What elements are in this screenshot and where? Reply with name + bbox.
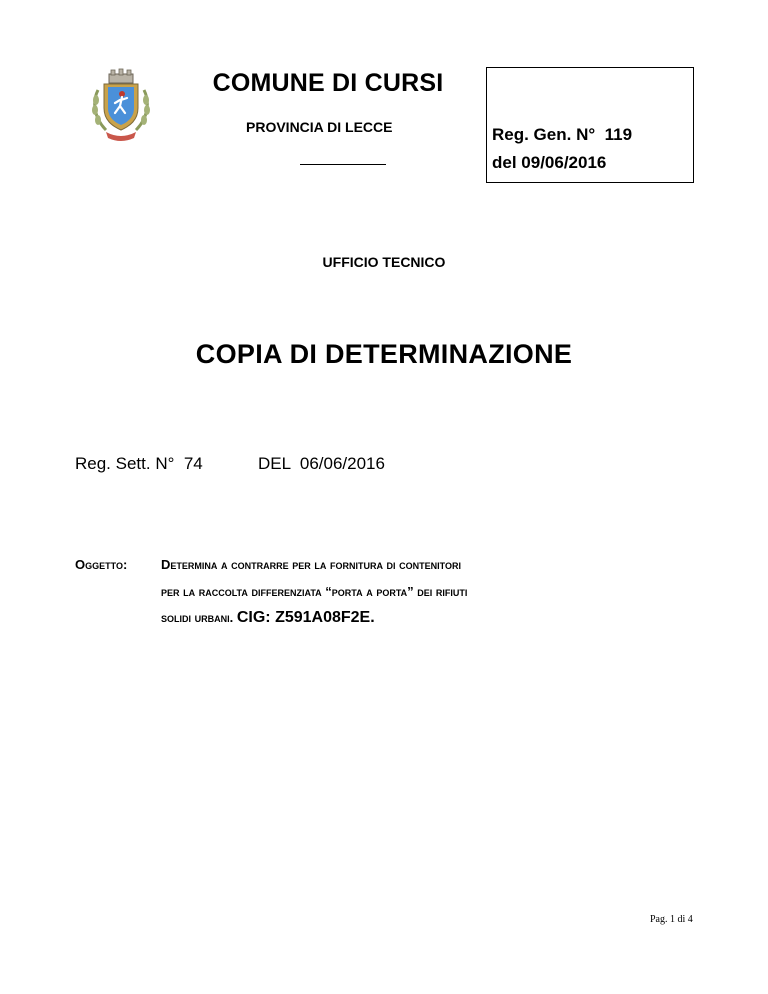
document-title: COPIA DI DETERMINAZIONE — [195, 339, 573, 369]
reg-gen-number: Reg. Gen. N° 119 — [492, 125, 633, 144]
subject-line-3-text: solidi urbani. — [161, 610, 237, 625]
header-divider — [300, 164, 386, 165]
comune-title: COMUNE DI CURSI — [212, 69, 444, 97]
subject-label: Oggetto: — [75, 557, 128, 572]
subject-line-3 — [161, 609, 375, 627]
subject-line-1: Determina a contrarre per la fornitura di contenitori — [161, 557, 461, 572]
sector-registry-number: Reg. Sett. N° 74 — [75, 454, 203, 473]
municipal-crest-icon — [84, 68, 158, 144]
provincia-label: PROVINCIA DI LECCE — [246, 119, 393, 135]
subject-line-2: per la raccolta differenziata “porta a porta” dei rifiuti — [161, 584, 468, 599]
cig-code: CIG: Z591A08F2E. — [236, 609, 375, 626]
office-name: UFFICIO TECNICO — [322, 254, 446, 270]
page-number: Pag. 1 di 4 — [650, 914, 693, 925]
reg-gen-date: del 09/06/2016 — [492, 153, 607, 172]
sector-registry-date: DEL 06/06/2016 — [258, 454, 385, 473]
